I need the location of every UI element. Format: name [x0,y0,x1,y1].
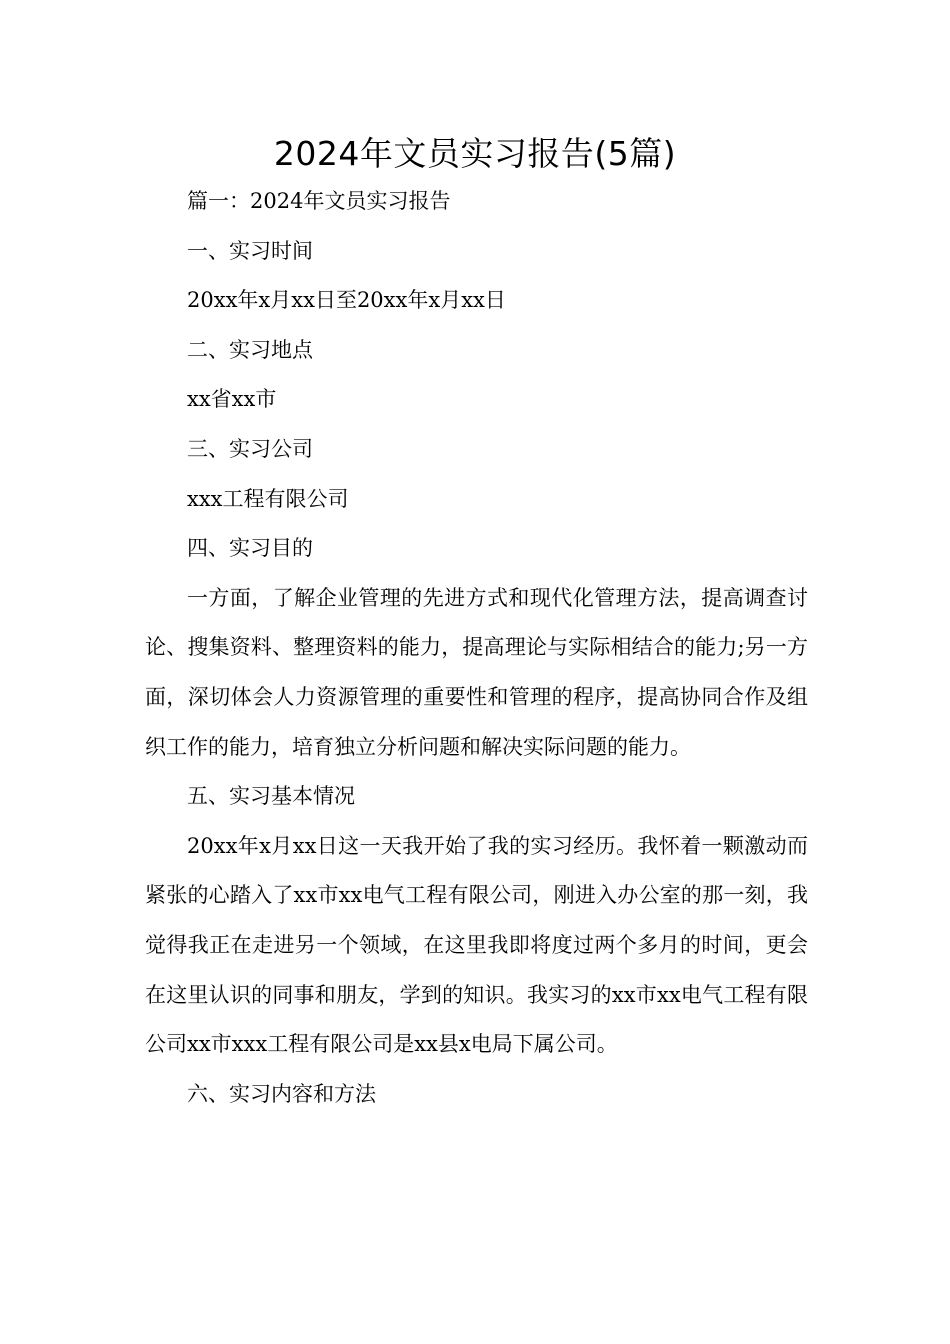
paragraph-section-purpose: 一方面，了解企业管理的先进方式和现代化管理方法，提高调查讨论、搜集资料、整理资料的能力，提高理论与实际相结合的能力;另一方面，深切体会人力资源管理的重要性和管理的程序，提高协同合作及组织工作的能力，培育独立分析问题和解决实际问题的能力。 [145,585,808,759]
paragraph-section-location-heading: 二、实习地点 [187,337,313,362]
document-title: 2024年文员实习报告(5篇) [273,134,677,173]
paragraph-section-location: xx省xx市 [187,387,277,412]
paragraph-section-purpose-heading: 四、实习目的 [187,536,313,561]
paragraph-section-basic-heading: 五、实习基本情况 [187,784,355,809]
document-body [145,177,808,1119]
paragraph-part-heading: 篇一：2024年文员实习报告 [187,189,451,213]
paragraph-section-basic: 20xx年x月xx日这一天我开始了我的实习经历。我怀着一颗激动而紧张的心踏入了xx市xx电气工程有限公司，刚进入办公室的那一刻，我觉得我正在走进另一个领域，在这里我即将度过两个多月的时间，更会在这里认识的同事和朋友，学到的知识。我实习的xx市xx电气工程有限公司xx市xxx工程有限公司是xx县x电局下属公司。 [145,833,808,1057]
paragraph-section-company-heading: 三、实习公司 [187,436,313,461]
paragraph-section-company: xxx工程有限公司 [187,486,349,511]
paragraph-section-time-heading: 一、实习时间 [187,238,313,263]
paragraph-section-content-heading: 六、实习内容和方法 [187,1081,376,1106]
paragraph-section-time: 20xx年x月xx日至20xx年x月xx日 [187,288,506,313]
